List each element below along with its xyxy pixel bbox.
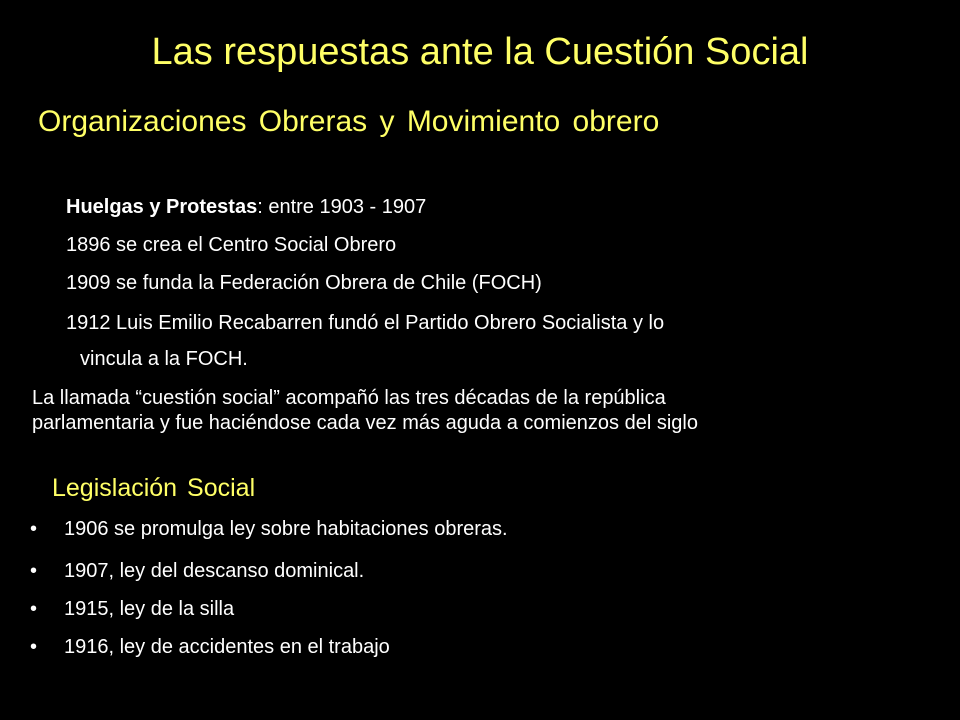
- text-line-huelgas: [66, 194, 426, 220]
- list-item-text: 1916, ley de accidentes en el trabajo: [64, 636, 390, 658]
- section-heading-legislacion: Legislación Social: [52, 474, 256, 502]
- paragraph-cuestion-social: [32, 386, 932, 436]
- section-heading-organizaciones: Organizaciones Obreras y Movimiento obrero: [38, 105, 660, 138]
- text-line-1909: 1909 se funda la Federación Obrera de Chile (FOCH): [66, 272, 542, 294]
- bullet-icon: •: [30, 636, 38, 658]
- bullet-icon: •: [30, 598, 38, 620]
- text-line-1896: 1896 se crea el Centro Social Obrero: [66, 234, 397, 256]
- paragraph-line: parlamentaria y fue haciéndose cada vez más aguda a comienzos del siglo: [32, 412, 698, 434]
- bullet-icon: •: [30, 518, 38, 540]
- slide-title: Las respuestas ante la Cuestión Social: [151, 31, 809, 73]
- bullet-icon: •: [30, 560, 38, 582]
- list-item-text: 1915, ley de la silla: [64, 598, 235, 620]
- bold-label-huelgas: Huelgas y Protestas: [66, 196, 258, 218]
- list-item-text: 1907, ley del descanso dominical.: [64, 560, 365, 582]
- text-line-1912-continued: vincula a la FOCH.: [80, 348, 248, 370]
- text-line-1912: 1912 Luis Emilio Recabarren fundó el Partido Obrero Socialista y lo: [66, 312, 665, 334]
- text-line-huelgas-rest: : entre 1903 - 1907: [257, 196, 427, 218]
- paragraph-line: La llamada “cuestión social” acompañó las tres décadas de la república: [32, 387, 666, 409]
- list-item-text: 1906 se promulga ley sobre habitaciones obreras.: [64, 518, 508, 540]
